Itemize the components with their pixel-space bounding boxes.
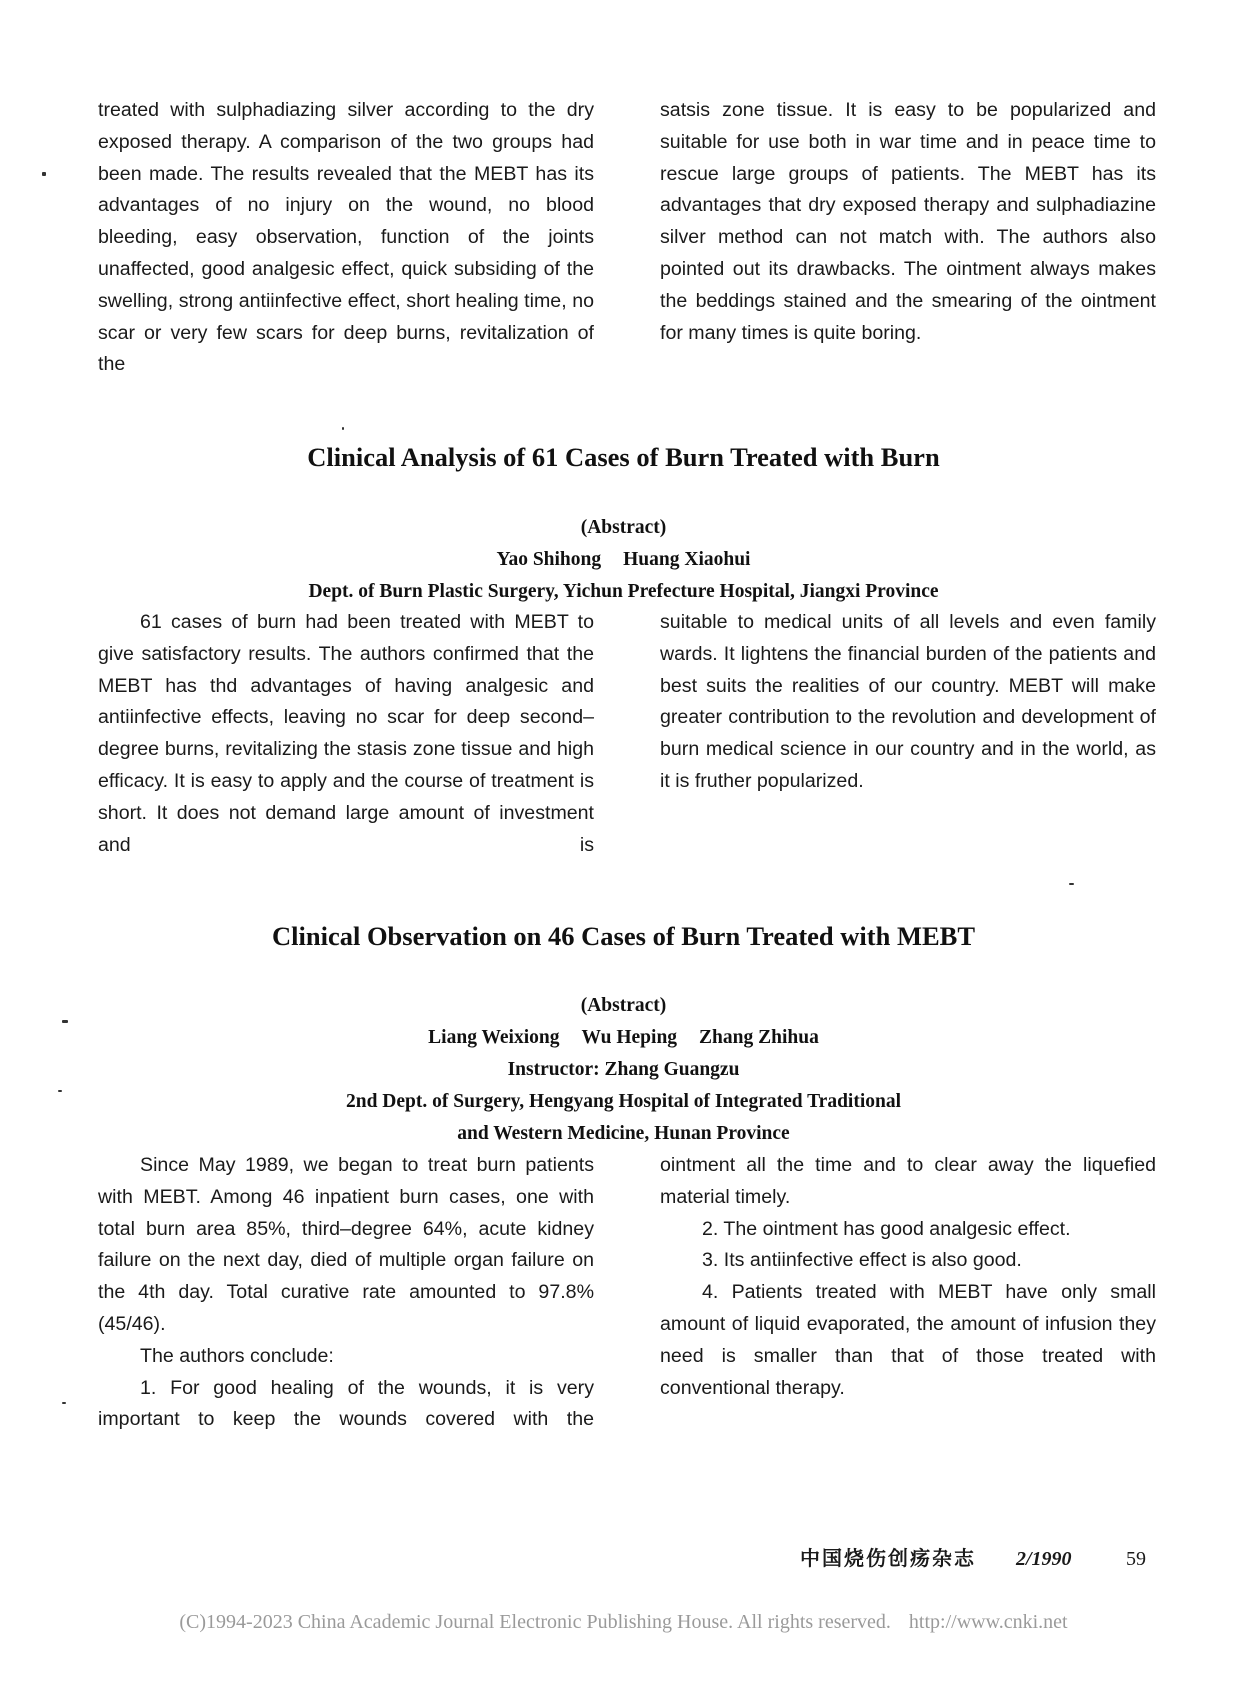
- copyright-url: http://www.cnki.net: [908, 1611, 1068, 1633]
- scan-speck: [342, 427, 344, 430]
- author: Huang Xiaohui: [623, 549, 751, 570]
- continued-right-column: [660, 95, 1156, 349]
- scan-speck: [42, 172, 46, 176]
- paragraph: 4. Patients treated with MEBT have only small amount of liquid evaporated, the amount of infusion they need is smaller than that of those treated with conventional therapy.: [660, 1281, 1156, 1399]
- scan-speck: [1069, 883, 1074, 885]
- issue-number: 2/1990: [1016, 1548, 1072, 1570]
- paragraph: 61 cases of burn had been treated with MEBT to give satisfactory results. The authors confirmed that the MEBT has thd advantages of having analgesic and antiinfective effects, leaving no scar for deep second–degree burns, revitalizing the stasis zone tissue and high efficacy. It is easy to apply and the course of treatment is short. It does not demand large amount of investment and is: [98, 611, 594, 856]
- article1-affiliation: Dept. of Burn Plastic Surgery, Yichun Prefecture Hospital, Jiangxi Province: [308, 581, 939, 602]
- paragraph: 1. For good healing of the wounds, it is very important to keep the wounds covered with the: [98, 1376, 594, 1431]
- article2-title: Clinical Observation on 46 Cases of Burn Treated with MEBT: [271, 921, 976, 951]
- scan-speck: [62, 1402, 66, 1404]
- page-footer: [800, 1543, 1160, 1575]
- author: Zhang Zhihua: [699, 1027, 819, 1048]
- scan-speck: [58, 1090, 62, 1092]
- paragraph: treated with sulphadiazing silver according to the dry exposed therapy. A comparison of the two groups had been made. The results revealed that the MEBT has its advantages of no injury on the wound, no blood bleeding, easy observation, function of the joints unaffected, good analgesic effect, quick subsiding of the swelling, strong antiinfective effect, short healing time, no scar or very few scars for deep burns, revitalization of the: [98, 99, 594, 376]
- paragraph: Since May 1989, we began to treat burn patients with MEBT. Among 46 inpatient burn cases, one with total burn area 85%, third–degree 64%, acute kidney failure on the next day, died of multiple organ failure on the 4th day. Total curative rate amounted to 97.8%(45/46).: [98, 1154, 594, 1335]
- copyright-notice: (C)1994-2023 China Academic Journal Electronic Publishing House. All rights reserved.: [179, 1611, 891, 1633]
- article2-authors: [0, 1022, 1247, 1054]
- scan-speck: [62, 1020, 68, 1023]
- paragraph: The authors conclude:: [140, 1344, 334, 1367]
- author: Liang Weixiong: [428, 1027, 560, 1048]
- paragraph: suitable to medical units of all levels and even family wards. It lightens the financial burden of the patients and best suits the realities of our country. MEBT will make greater contribution to the revolution and development of burn medical science in our country and in the world, as it is fruther popularized.: [660, 611, 1156, 792]
- journal-name: 中国烧伤创疡杂志: [800, 1548, 976, 1570]
- paragraph: 3. Its antiinfective effect is also good.: [702, 1249, 1022, 1272]
- article1-abstract-label: (Abstract): [580, 517, 667, 538]
- page-number: 59: [1126, 1548, 1146, 1570]
- continued-left-column: [98, 95, 594, 381]
- copyright-watermark: [0, 1611, 1247, 1634]
- article2-left-column: [98, 1150, 594, 1436]
- article2-affiliation-line1: 2nd Dept. of Surgery, Hengyang Hospital of Integrated Traditional: [345, 1091, 902, 1112]
- article1-title: Clinical Analysis of 61 Cases of Burn Treated with Burn: [307, 442, 940, 472]
- article1-left-column: [98, 607, 594, 861]
- article1-authors: [0, 544, 1247, 576]
- paragraph: ointment all the time and to clear away the liquefied material timely.: [660, 1154, 1156, 1208]
- article2-right-column: [660, 1150, 1156, 1404]
- author: Yao Shihong: [496, 549, 602, 570]
- article2-affiliation-line2: and Western Medicine, Hunan Province: [457, 1123, 790, 1144]
- article2-abstract-label: (Abstract): [580, 995, 667, 1016]
- article2-instructor: Instructor: Zhang Guangzu: [507, 1059, 740, 1080]
- author: Wu Heping: [581, 1027, 678, 1048]
- article1-right-column: [660, 607, 1156, 798]
- paragraph: satsis zone tissue. It is easy to be popularized and suitable for use both in war time and in peace time to rescue large groups of patients. The MEBT has its advantages that dry exposed therapy and sulphadiazine silver method can not match with. The authors also pointed out its drawbacks. The ointment always makes the beddings stained and the smearing of the ointment for many times is quite boring.: [660, 99, 1156, 344]
- paragraph: 2. The ointment has good analgesic effect.: [702, 1217, 1071, 1240]
